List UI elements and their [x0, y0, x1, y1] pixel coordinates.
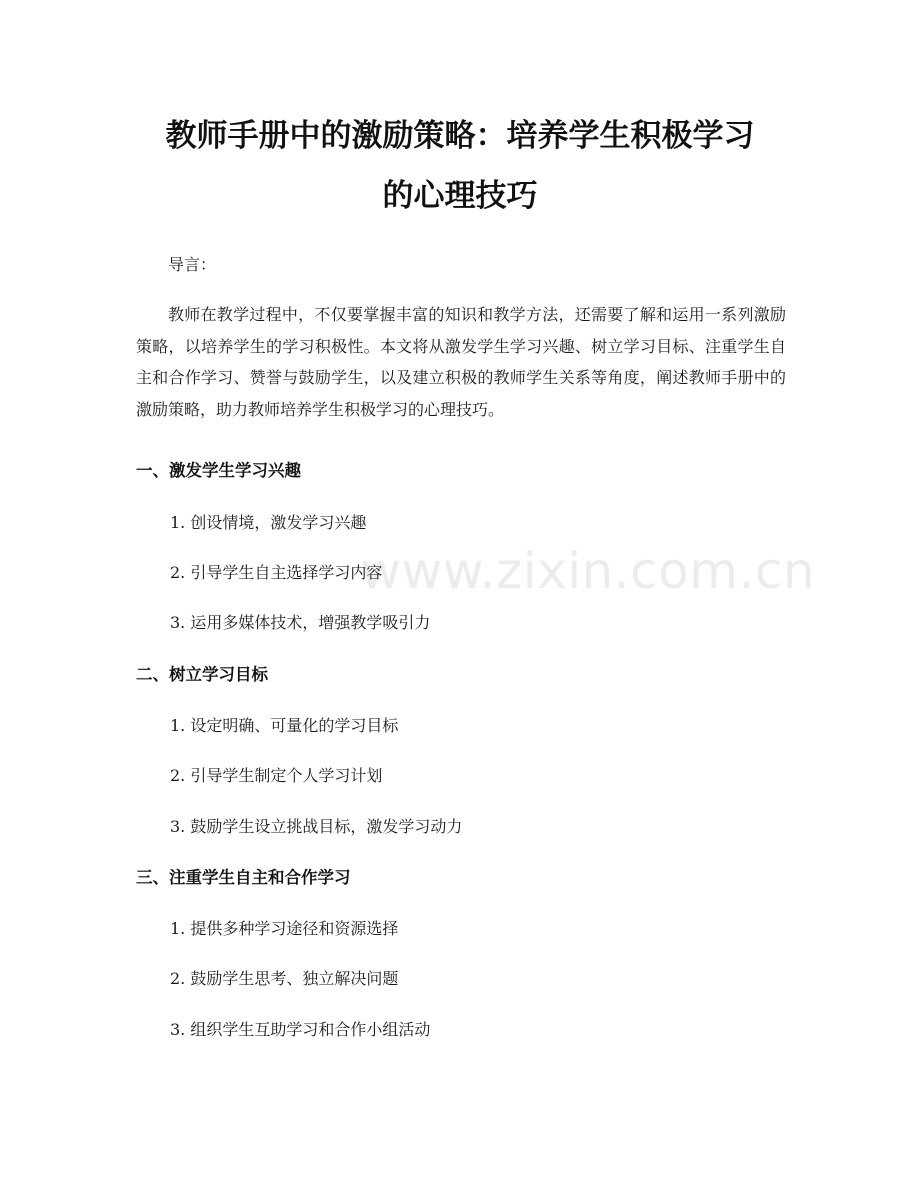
list-item: 3. 鼓励学生设立挑战目标，激发学习动力 [170, 817, 463, 836]
list-item: 2. 鼓励学生思考、独立解决问题 [170, 969, 399, 988]
list-item: 3. 组织学生互助学习和合作小组活动 [170, 1020, 431, 1039]
intro-paragraph: 教师在教学过程中，不仅要掌握丰富的知识和教学方法，还需要了解和运用一系列激励策略，以培养学生的学习积极性。本文将从激发学生学习兴趣、树立学习目标、注重学生自主和合作学习、赞誉与鼓励学生，以及建立积极的教师学生关系等角度，阐述教师手册中的激励策略，助力教师培养学生积极学习的心理技巧。 [136, 305, 786, 419]
section-heading-1: 一、激发学生学习兴趣 [136, 461, 301, 480]
list-item: 2. 引导学生制定个人学习计划 [170, 766, 383, 785]
section-heading-3: 三、注重学生自主和合作学习 [136, 868, 351, 887]
list-item: 2. 引导学生自主选择学习内容 [170, 563, 383, 582]
list-item: 1. 提供多种学习途径和资源选择 [170, 919, 399, 938]
list-item: 1. 设定明确、可量化的学习目标 [170, 716, 399, 735]
intro-label: 导言： [168, 255, 217, 274]
document-title-line-1: 教师手册中的激励策略：培养学生积极学习 [165, 118, 755, 154]
watermark: www.zixin.com.cn [360, 542, 816, 600]
section-heading-2: 二、树立学习目标 [136, 665, 268, 684]
list-item: 3. 运用多媒体技术，增强教学吸引力 [170, 613, 431, 632]
list-item: 1. 创设情境，激发学习兴趣 [170, 513, 367, 532]
document-title-line-2: 的心理技巧 [382, 178, 538, 214]
document-title [120, 106, 800, 226]
